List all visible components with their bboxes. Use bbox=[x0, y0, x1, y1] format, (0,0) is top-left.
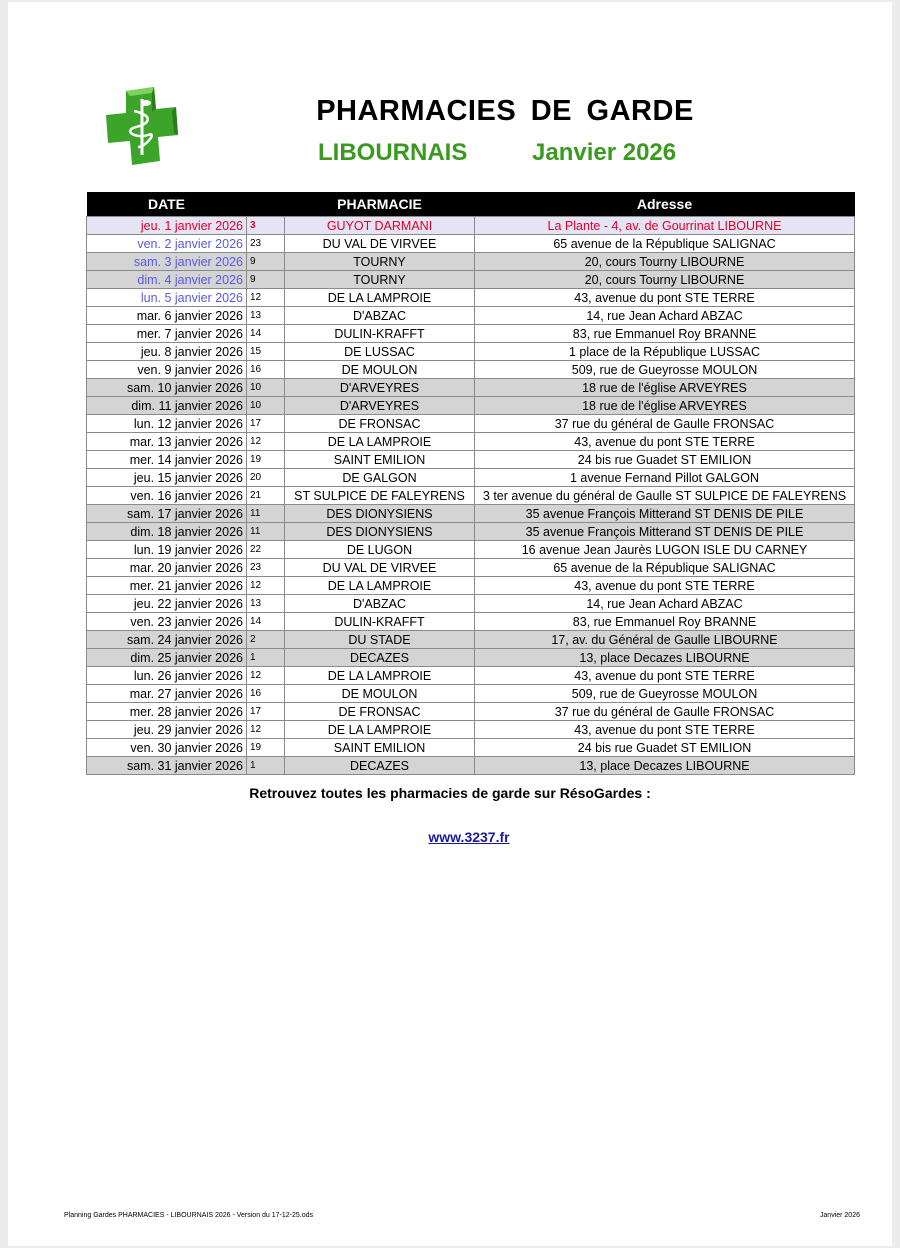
cell-number: 1 bbox=[247, 649, 285, 667]
column-header-number bbox=[247, 192, 285, 217]
table-row bbox=[87, 649, 855, 667]
cell-adresse: 1 place de la République LUSSAC bbox=[475, 343, 855, 361]
cell-adresse: 3 ter avenue du général de Gaulle ST SULPICE DE FALEYRENS bbox=[475, 487, 855, 505]
pharmacy-cross-caduceus-icon bbox=[96, 85, 178, 165]
cell-pharmacie: DE LUGON bbox=[285, 541, 475, 559]
cell-pharmacie: DE MOULON bbox=[285, 361, 475, 379]
cell-date: jeu. 15 janvier 2026 bbox=[87, 469, 247, 487]
cell-adresse: 65 avenue de la République SALIGNAC bbox=[475, 559, 855, 577]
cell-number: 9 bbox=[247, 253, 285, 271]
table-row bbox=[87, 343, 855, 361]
cell-date: dim. 4 janvier 2026 bbox=[87, 271, 247, 289]
cell-number: 15 bbox=[247, 343, 285, 361]
cell-adresse: 16 avenue Jean Jaurès LUGON ISLE DU CARNEY bbox=[475, 541, 855, 559]
cell-number: 20 bbox=[247, 469, 285, 487]
table-row bbox=[87, 307, 855, 325]
cell-number: 1 bbox=[247, 757, 285, 775]
cell-pharmacie: DULIN-KRAFFT bbox=[285, 613, 475, 631]
cell-pharmacie: ST SULPICE DE FALEYRENS bbox=[285, 487, 475, 505]
cell-pharmacie: DE FRONSAC bbox=[285, 703, 475, 721]
table-row bbox=[87, 703, 855, 721]
cell-date: lun. 5 janvier 2026 bbox=[87, 289, 247, 307]
cell-number: 19 bbox=[247, 739, 285, 757]
cell-date: mer. 14 janvier 2026 bbox=[87, 451, 247, 469]
cell-pharmacie: DU STADE bbox=[285, 631, 475, 649]
cell-pharmacie: SAINT EMILION bbox=[285, 451, 475, 469]
cell-pharmacie: TOURNY bbox=[285, 271, 475, 289]
cell-number: 13 bbox=[247, 595, 285, 613]
cell-number: 16 bbox=[247, 361, 285, 379]
cell-pharmacie: DE LA LAMPROIE bbox=[285, 721, 475, 739]
cell-adresse: 14, rue Jean Achard ABZAC bbox=[475, 595, 855, 613]
cell-number: 2 bbox=[247, 631, 285, 649]
cell-number: 12 bbox=[247, 289, 285, 307]
cell-date: ven. 23 janvier 2026 bbox=[87, 613, 247, 631]
table-row bbox=[87, 433, 855, 451]
cell-pharmacie: DU VAL DE VIRVEE bbox=[285, 559, 475, 577]
cell-pharmacie: DE LA LAMPROIE bbox=[285, 577, 475, 595]
table-row bbox=[87, 685, 855, 703]
cell-number: 23 bbox=[247, 559, 285, 577]
cell-date: mer. 28 janvier 2026 bbox=[87, 703, 247, 721]
cell-pharmacie: DU VAL DE VIRVEE bbox=[285, 235, 475, 253]
table-row bbox=[87, 235, 855, 253]
cell-number: 3 bbox=[247, 217, 285, 235]
cell-date: ven. 9 janvier 2026 bbox=[87, 361, 247, 379]
table-row bbox=[87, 379, 855, 397]
cell-pharmacie: TOURNY bbox=[285, 253, 475, 271]
cell-number: 9 bbox=[247, 271, 285, 289]
cell-pharmacie: DE LUSSAC bbox=[285, 343, 475, 361]
resogardes-link[interactable]: www.3237.fr bbox=[428, 829, 510, 845]
table-row bbox=[87, 469, 855, 487]
cell-adresse: 83, rue Emmanuel Roy BRANNE bbox=[475, 613, 855, 631]
column-header-date: DATE bbox=[87, 192, 247, 217]
cell-date: ven. 2 janvier 2026 bbox=[87, 235, 247, 253]
cell-adresse: 24 bis rue Guadet ST EMILION bbox=[475, 451, 855, 469]
cell-number: 10 bbox=[247, 397, 285, 415]
cell-number: 11 bbox=[247, 505, 285, 523]
page-footer-month: Janvier 2026 bbox=[819, 1212, 860, 1219]
cell-pharmacie: DULIN-KRAFFT bbox=[285, 325, 475, 343]
table-row bbox=[87, 451, 855, 469]
table-row bbox=[87, 505, 855, 523]
cell-number: 22 bbox=[247, 541, 285, 559]
cell-date: lun. 19 janvier 2026 bbox=[87, 541, 247, 559]
cell-adresse: 24 bis rue Guadet ST EMILION bbox=[475, 739, 855, 757]
cell-date: mer. 21 janvier 2026 bbox=[87, 577, 247, 595]
cell-number: 17 bbox=[247, 703, 285, 721]
cell-date: dim. 11 janvier 2026 bbox=[87, 397, 247, 415]
cell-adresse: 509, rue de Gueyrosse MOULON bbox=[475, 685, 855, 703]
cell-date: ven. 30 janvier 2026 bbox=[87, 739, 247, 757]
month-subtitle: Janvier 2026 bbox=[532, 139, 677, 166]
cell-number: 17 bbox=[247, 415, 285, 433]
cell-adresse: La Plante - 4, av. de Gourrinat LIBOURNE bbox=[475, 217, 855, 235]
cell-pharmacie: DECAZES bbox=[285, 649, 475, 667]
cell-date: lun. 12 janvier 2026 bbox=[87, 415, 247, 433]
cell-date: ven. 16 janvier 2026 bbox=[87, 487, 247, 505]
cell-number: 12 bbox=[247, 667, 285, 685]
cell-date: sam. 3 janvier 2026 bbox=[87, 253, 247, 271]
cell-pharmacie: DE LA LAMPROIE bbox=[285, 667, 475, 685]
cell-date: jeu. 1 janvier 2026 bbox=[87, 217, 247, 235]
cell-adresse: 13, place Decazes LIBOURNE bbox=[475, 649, 855, 667]
cell-adresse: 43, avenue du pont STE TERRE bbox=[475, 289, 855, 307]
cell-number: 19 bbox=[247, 451, 285, 469]
cell-adresse: 13, place Decazes LIBOURNE bbox=[475, 757, 855, 775]
table-row bbox=[87, 739, 855, 757]
cell-adresse: 18 rue de l'église ARVEYRES bbox=[475, 397, 855, 415]
cell-pharmacie: DES DIONYSIENS bbox=[285, 523, 475, 541]
cell-adresse: 35 avenue François Mitterand ST DENIS DE PILE bbox=[475, 523, 855, 541]
cell-pharmacie: DES DIONYSIENS bbox=[285, 505, 475, 523]
table-header-row bbox=[87, 192, 855, 217]
cell-date: dim. 25 janvier 2026 bbox=[87, 649, 247, 667]
cell-date: mar. 13 janvier 2026 bbox=[87, 433, 247, 451]
cell-pharmacie: DE MOULON bbox=[285, 685, 475, 703]
cell-pharmacie: D'ABZAC bbox=[285, 307, 475, 325]
cell-pharmacie: DE GALGON bbox=[285, 469, 475, 487]
table-row bbox=[87, 613, 855, 631]
cell-adresse: 37 rue du général de Gaulle FRONSAC bbox=[475, 415, 855, 433]
cell-pharmacie: DE LA LAMPROIE bbox=[285, 289, 475, 307]
table-row bbox=[87, 397, 855, 415]
pharmacy-schedule-table bbox=[86, 192, 855, 775]
cell-number: 14 bbox=[247, 613, 285, 631]
cell-number: 12 bbox=[247, 721, 285, 739]
cell-pharmacie: GUYOT DARMANI bbox=[285, 217, 475, 235]
cell-pharmacie: DECAZES bbox=[285, 757, 475, 775]
table-body bbox=[87, 217, 855, 775]
cell-adresse: 65 avenue de la République SALIGNAC bbox=[475, 235, 855, 253]
cell-adresse: 18 rue de l'église ARVEYRES bbox=[475, 379, 855, 397]
column-header-pharmacie: PHARMACIE bbox=[285, 192, 475, 217]
cell-adresse: 35 avenue François Mitterand ST DENIS DE PILE bbox=[475, 505, 855, 523]
cell-number: 14 bbox=[247, 325, 285, 343]
cell-number: 23 bbox=[247, 235, 285, 253]
resogardes-notice: Retrouvez toutes les pharmacies de garde sur RésoGardes : bbox=[249, 785, 651, 801]
cell-date: sam. 31 janvier 2026 bbox=[87, 757, 247, 775]
cell-number: 16 bbox=[247, 685, 285, 703]
cell-pharmacie: D'ABZAC bbox=[285, 595, 475, 613]
page-title: PHARMACIES DE GARDE bbox=[316, 95, 694, 127]
cell-date: jeu. 8 janvier 2026 bbox=[87, 343, 247, 361]
table-row bbox=[87, 217, 855, 235]
cell-date: mer. 7 janvier 2026 bbox=[87, 325, 247, 343]
table-row bbox=[87, 631, 855, 649]
cell-adresse: 509, rue de Gueyrosse MOULON bbox=[475, 361, 855, 379]
cell-adresse: 43, avenue du pont STE TERRE bbox=[475, 433, 855, 451]
cell-pharmacie: D'ARVEYRES bbox=[285, 379, 475, 397]
cell-adresse: 1 avenue Fernand Pillot GALGON bbox=[475, 469, 855, 487]
cell-date: sam. 10 janvier 2026 bbox=[87, 379, 247, 397]
cell-adresse: 37 rue du général de Gaulle FRONSAC bbox=[475, 703, 855, 721]
cell-date: lun. 26 janvier 2026 bbox=[87, 667, 247, 685]
table-row bbox=[87, 757, 855, 775]
cell-date: mar. 27 janvier 2026 bbox=[87, 685, 247, 703]
region-subtitle: LIBOURNAIS bbox=[318, 139, 468, 166]
table-row bbox=[87, 325, 855, 343]
cell-number: 12 bbox=[247, 433, 285, 451]
cell-date: sam. 17 janvier 2026 bbox=[87, 505, 247, 523]
cell-date: jeu. 22 janvier 2026 bbox=[87, 595, 247, 613]
table-row bbox=[87, 361, 855, 379]
column-header-adresse: Adresse bbox=[475, 192, 855, 217]
table-row bbox=[87, 541, 855, 559]
cell-adresse: 20, cours Tourny LIBOURNE bbox=[475, 271, 855, 289]
table-row bbox=[87, 487, 855, 505]
cell-adresse: 43, avenue du pont STE TERRE bbox=[475, 667, 855, 685]
table-row bbox=[87, 721, 855, 739]
cell-pharmacie: SAINT EMILION bbox=[285, 739, 475, 757]
cell-date: mar. 6 janvier 2026 bbox=[87, 307, 247, 325]
table-row bbox=[87, 595, 855, 613]
table-row bbox=[87, 577, 855, 595]
table-row bbox=[87, 271, 855, 289]
cell-pharmacie: D'ARVEYRES bbox=[285, 397, 475, 415]
cell-adresse: 14, rue Jean Achard ABZAC bbox=[475, 307, 855, 325]
cell-pharmacie: DE LA LAMPROIE bbox=[285, 433, 475, 451]
cell-date: jeu. 29 janvier 2026 bbox=[87, 721, 247, 739]
cell-adresse: 43, avenue du pont STE TERRE bbox=[475, 721, 855, 739]
table-row bbox=[87, 253, 855, 271]
file-version-note: Planning Gardes PHARMACIES - LIBOURNAIS 2026 - Version du 17-12-25.ods bbox=[64, 1212, 314, 1219]
cell-number: 12 bbox=[247, 577, 285, 595]
cell-adresse: 17, av. du Général de Gaulle LIBOURNE bbox=[475, 631, 855, 649]
cell-adresse: 20, cours Tourny LIBOURNE bbox=[475, 253, 855, 271]
cell-date: dim. 18 janvier 2026 bbox=[87, 523, 247, 541]
cell-number: 13 bbox=[247, 307, 285, 325]
cell-adresse: 43, avenue du pont STE TERRE bbox=[475, 577, 855, 595]
cell-pharmacie: DE FRONSAC bbox=[285, 415, 475, 433]
cell-number: 10 bbox=[247, 379, 285, 397]
table-row bbox=[87, 415, 855, 433]
cell-date: mar. 20 janvier 2026 bbox=[87, 559, 247, 577]
cell-date: sam. 24 janvier 2026 bbox=[87, 631, 247, 649]
cell-number: 21 bbox=[247, 487, 285, 505]
table-row bbox=[87, 667, 855, 685]
table-row bbox=[87, 559, 855, 577]
table-row bbox=[87, 523, 855, 541]
cell-adresse: 83, rue Emmanuel Roy BRANNE bbox=[475, 325, 855, 343]
table-row bbox=[87, 289, 855, 307]
cell-number: 11 bbox=[247, 523, 285, 541]
